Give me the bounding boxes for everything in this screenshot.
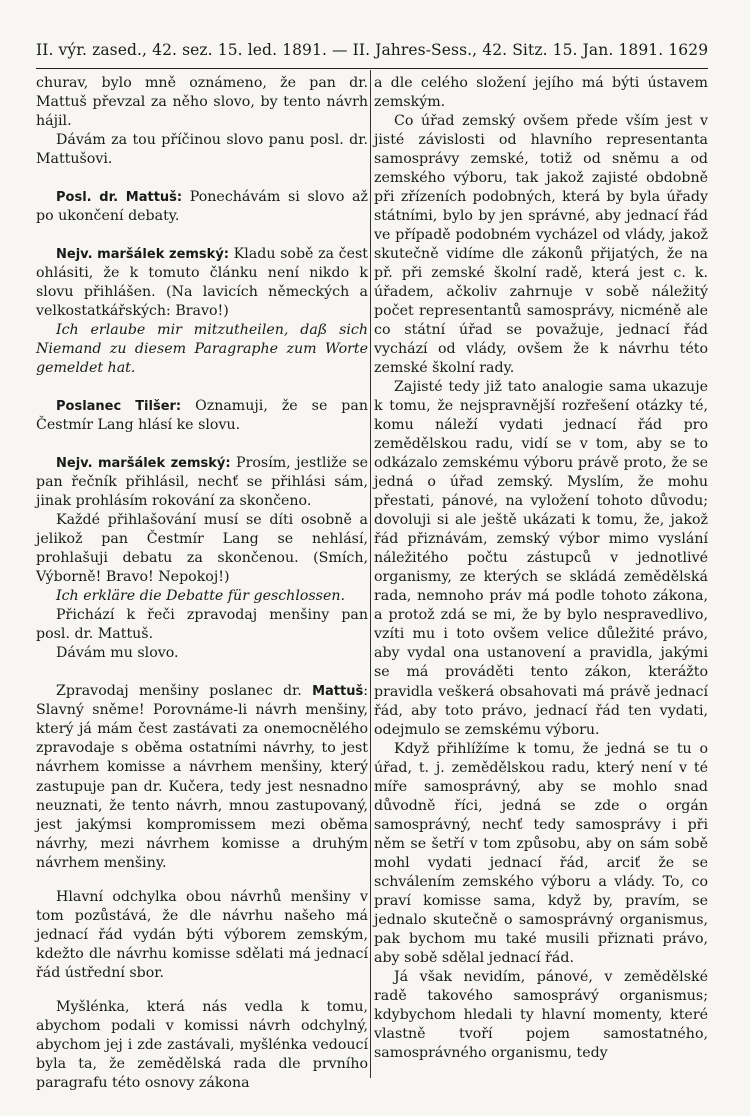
speaker-paragraph: [36, 682, 368, 872]
paragraph: Myšlénka, která nás vedla k tomu, abychom podali v komissi návrh odchylný, abychom jej i zde zastávali, myšlénka vedoucí byla ta, že zemědělská rada dle prvního paragrafu této osnovy zákona: [36, 998, 368, 1091]
paragraph: Když přihlížíme k tomu, že jedná se tu o úřad, t. j. zemědělskou radu, který není v té míře samosprávný, aby se mohlo snad důvodně říci, jedná se zde o orgán samosprávný, nechť tedy samosprávy i při něm se šetří v tom způsobu, aby on sám sobě mohl vydati jednací řád, arciť že se schválením zemského výboru a vlády. To, co praví komisse sama, když by, pravím, se jednalo skutečně o samosprávný organismus, pak bychom mu také musili přiznati právo, aby sobě sdělal jednací řád.: [374, 740, 708, 966]
page-header: II. výr. zased., 42. sez. 15. led. 1891. — II. Jahres-Sess., 42. Sitz. 15. Jan. 1891. 1629: [36, 41, 709, 59]
speech-text: : Slavný sněme! Porovnáme-li návrh menšiny, který já mám čest zastávati za onemocnělého zpravodaje s oběma ostatními návrhy, to jest návrhem komisse a návrhem menšiny, který zastupuje pan dr. Kučera, tedy jest nesnadno neuznati, že tento návrh, mnou zastupovaný, jest jakýmsi kompromissem mezi oběma návrhy, mezi návrhem komisse a druhým návrhem menšiny.: [36, 683, 368, 871]
speaker-title: Zpravodaj menšiny poslanec dr.: [56, 683, 313, 700]
paragraph: Já však nevidím, pánové, v zemědělské radě takového samosprávý organismus; kdybychom hledali ty hlavní momenty, které vlastně tvoří pojem samostatného, samosprávného organismu, tedy: [374, 968, 708, 1061]
speaker-paragraph: [36, 245, 368, 321]
paragraph: Přichází k řeči zpravodaj menšiny pan posl. dr. Mattuš.: [36, 607, 368, 643]
speaker-name: Nejv. maršálek zemský:: [56, 456, 231, 472]
paragraph: a dle celého složení jejího má býti ústavem zemským.: [374, 75, 708, 111]
paragraph: Hlavní odchylka obou návrhů menšiny v tom pozůstává, že dle návrhu našeho má jednací řád vydán býti výborem zemským, kdežto dle návrhu komisse sdělati má jednací řád ústřední sbor.: [36, 888, 368, 981]
speech-text: Kladu sobě za čest ohlásiti, že k tomuto článku není nikdo k slovu přihlášen. (Na lavicích německých a velkostatkářských: Bravo!): [36, 246, 368, 320]
speaker-name: Nejv. maršálek zemský:: [56, 247, 229, 263]
left-column: [36, 74, 368, 1093]
paragraph: Dávám za tou příčinou slovo panu posl. dr. Mattušovi.: [36, 132, 368, 168]
paragraph: churav, bylo mně oznámeno, že pan dr. Mattuš převzal za něho slovo, by tento návrh hájil.: [36, 75, 368, 130]
speaker-paragraph: [36, 454, 368, 511]
paragraph: Každé přihlašování musí se díti osobně a jelikož pan Čestmír Lang se nehlásí, prohlašuji debatu za skončenou. (Smích, Výborně! Bravo! Nepokoj!): [36, 512, 368, 586]
right-column: [374, 74, 708, 1063]
speaker-name: Poslanec Tilšer:: [56, 399, 182, 415]
column-divider: [370, 70, 371, 1078]
paragraph: Co úřad zemský ovšem přede vším jest v jisté závislosti od hlavního representanta samosprávy zemské, totiž od sněmu a od zemského výboru, tak jakož zajisté obdobně při zřízeních podobných, která by byla úřady státními, bylo by jen správné, aby jednací řád ve případě podobném vycházel od vlády, jakož skutečně vidíme dle zákonů přijatých, že na př. při zemské školní radě, která jest c. k. úřadem, ačkoliv zahrnuje v sobě náležitý počet representantů samosprávy, nicméně ale co státní úřad se považuje, jednací řád vychází od vlády, ovšem že k návrhu této zemské školní rady.: [374, 113, 708, 377]
paragraph: Zajisté tedy již tato analogie sama ukazuje k tomu, že nejspravnější rozřešení otázky té, komu náleží vydati jednací řád pro zemědělskou radu, vidí se v tom, aby se to odkázalo zemskému výboru právě proto, že se jedná o úřad zemský. Myslím, že mohu přestati, pánové, na vyložení tohoto důvodu; dovoluji si ale ještě ukázati k tomu, že, jakož řád přiznávám, zemský výbor mimo vyslání náležitého počtu zástupců v jednotlivé organismy, ze kterých se skládá zemědělská rada, nemnoho práv má podle tohoto zákona, a protož zdá se mi, že by bylo nespravedlivo, vzíti mu i toto ovšem velice důležité právo, aby vydal ona ustanovení a pravidla, jakými se má prováděti tento zákon, kterážto pravidla veškerá obsahovati má právě jednací řád, aby toto právo, jednací řád ten vydati, odejmulo se zemskému výboru.: [374, 379, 708, 738]
header-rule: [36, 68, 708, 69]
paragraph: Dávám mu slovo.: [56, 645, 179, 662]
speaker-paragraph: [36, 397, 368, 435]
speaker-paragraph: [36, 188, 368, 226]
german-paragraph: Ich erkläre die Debatte für geschlossen.: [56, 588, 346, 605]
speech-text: Ponechávám si slovo až po ukončení debaty.: [36, 189, 368, 225]
speech-text: Oznamuji, že se pan Čestmír Lang hlásí ke slovu.: [36, 398, 368, 434]
speaker-name: Mattuš: [312, 684, 364, 700]
german-paragraph: Ich erlaube mir mitzutheilen, daß sich Niemand zu diesem Paragraphe zum Worte gemeldet hat.: [36, 322, 368, 377]
speech-text: Prosím, jestliže se pan řečník přihlásil, nechť se přihlási sám, jinak prohlásím rokování za skončeno.: [36, 455, 368, 510]
speaker-name: Posl. dr. Mattuš:: [56, 190, 183, 206]
